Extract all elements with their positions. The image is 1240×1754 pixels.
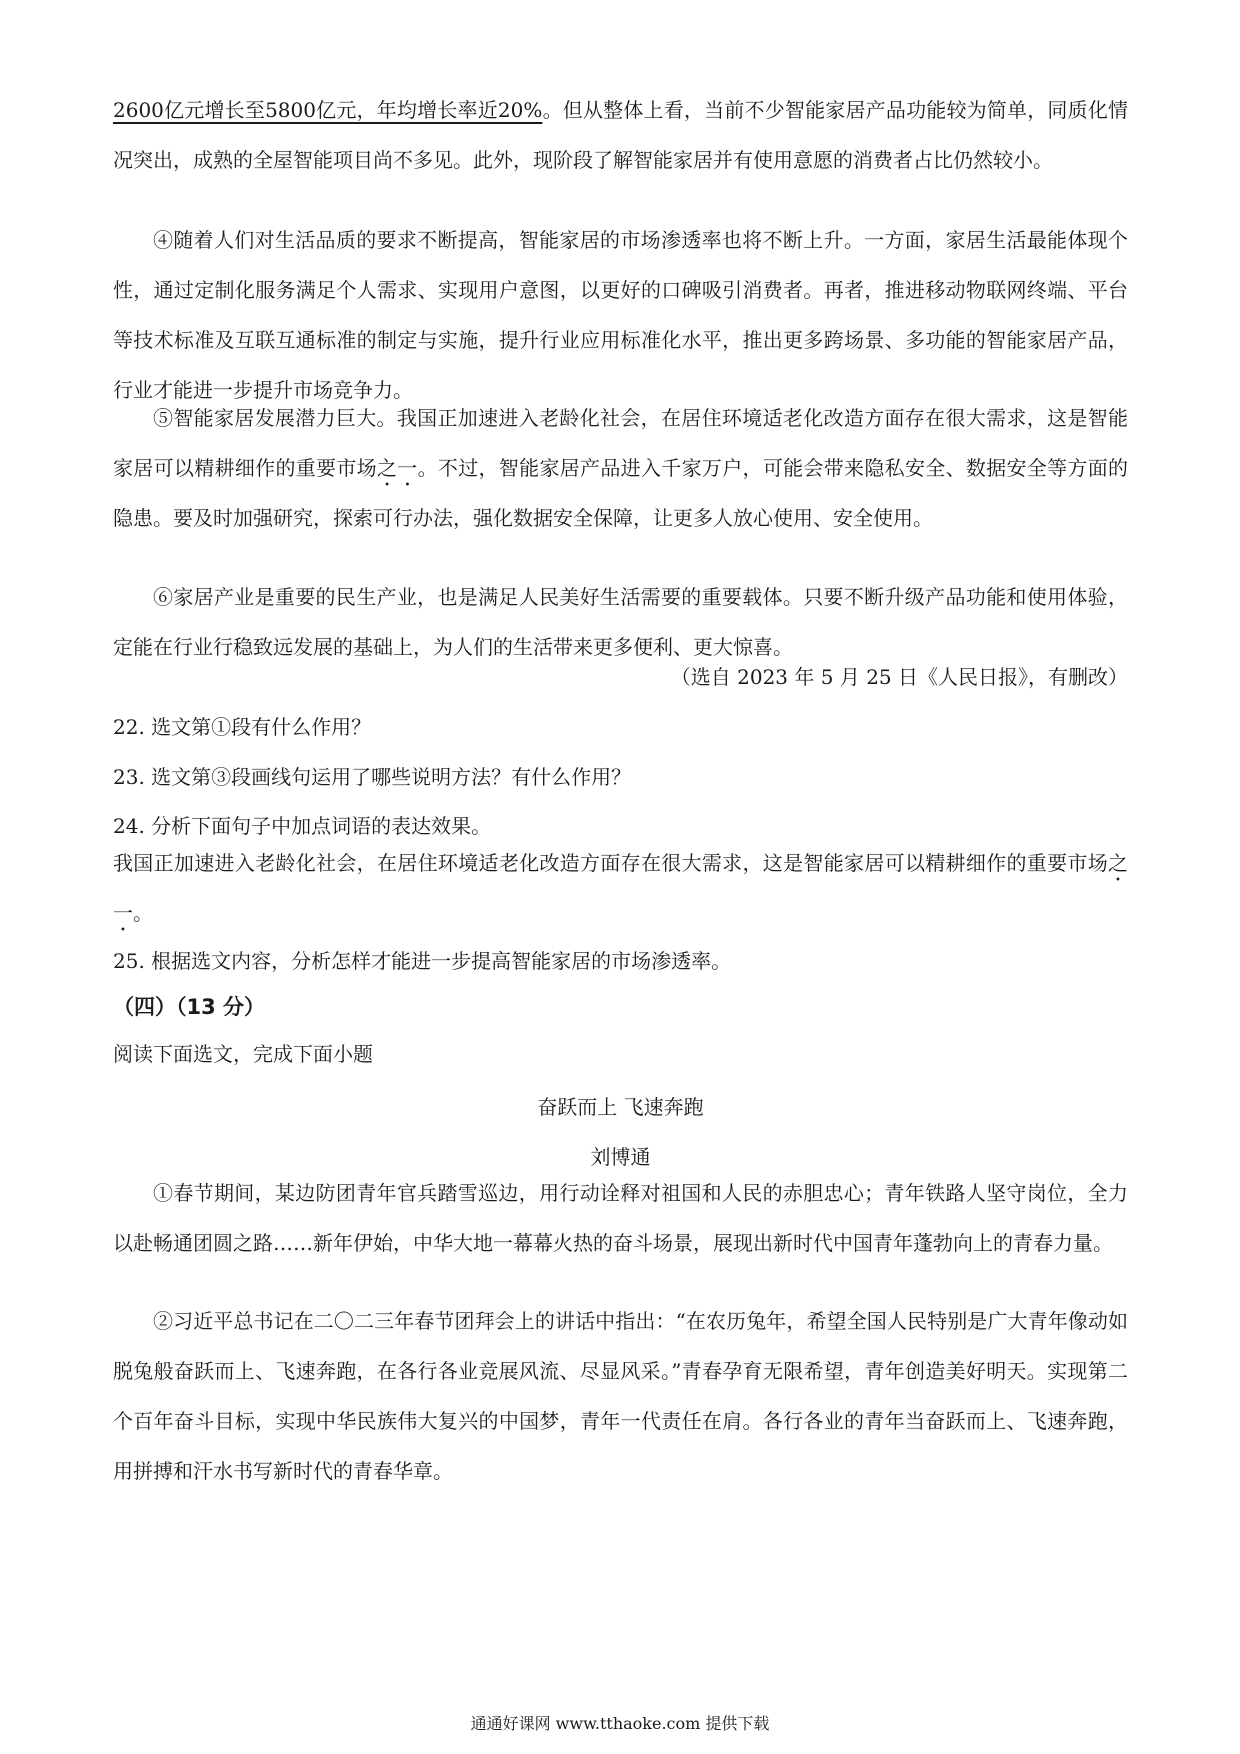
paragraph-5-after: 。不过，智能家居产品进入千家万户，可能会带来隐私安全、数据安全等方面的隐患。要及时加强研究，探索可行办法，强化数据安全保障，让更多人放心使用、安全使用。 xyxy=(113,456,1129,530)
paragraph-6: ⑥家居产业是重要的民生产业，也是满足人民美好生活需要的重要载体。只要不断升级产品功能和使用体验，定能在行业行稳致远发展的基础上，为人们的生活带来更多便利、更大惊喜。 xyxy=(113,585,1128,659)
paragraph-4: ④随着人们对生活品质的要求不断提高，智能家居的市场渗透率也将不断上升。一方面，家居生活最能体现个性，通过定制化服务满足个人需求、实现用户意图，以更好的口碑吸引消费者。再者，推进移动物联网终端、平台等技术标准及互联互通标准的制定与实施，提升行业应用标准化水平，推出更多跨场景、多功能的智能家居产品，行业才能进一步提升市场竞争力。 xyxy=(113,228,1128,402)
article-title: 奋跃而上 飞速奔跑 xyxy=(537,1095,704,1119)
article-paragraph-1: ①春节期间，某边防团青年官兵踏雪巡边，用行动诠释对祖国和人民的赤胆忠心；青年铁路人坚守岗位，全力以赴畅通团圆之路……新年伊始，中华大地一幕幕火热的奋斗场景，展现出新时代中国青年蓬勃向上的青春力量。 xyxy=(113,1181,1128,1255)
q24-sentence-before: 我国正加速进入老龄化社会，在居住环境适老化改造方面存在很大需求，这是智能家居可以精耕细作的重要市场 xyxy=(113,851,1108,875)
question-25: 25. 根据选文内容，分析怎样才能进一步提高智能家居的市场渗透率。 xyxy=(113,949,732,973)
q24-dotted-word: 之一 xyxy=(113,851,1128,925)
section-4-heading: （四）（13 分） xyxy=(113,995,266,1019)
question-24-sentence xyxy=(113,838,1128,938)
paragraph-5-before: ⑤智能家居发展潜力巨大。我国正加速进入老龄化社会，在居住环境适老化改造方面存在很大需求，这是智能家居可以精耕细作的重要市场 xyxy=(113,406,1128,480)
page-footer: 通通好课网 www.tthaoke.com 提供下载 xyxy=(470,1714,770,1733)
underlined-sentence: 2600亿元增长至5800亿元，年均增长率近20% xyxy=(113,98,543,122)
section-4-instruction: 阅读下面选文，完成下面小题 xyxy=(113,1042,373,1066)
question-24: 24. 分析下面句子中加点词语的表达效果。 xyxy=(113,814,492,838)
question-22: 22. 选文第①段有什么作用？ xyxy=(113,715,372,739)
paragraph-3-continued xyxy=(113,85,1128,185)
paragraph-3-rest: 。但从整体上看，当前不少智能家居产品功能较为简单，同质化情况突出，成熟的全屋智能项目尚不多见。此外，现阶段了解智能家居并有使用意愿的消费者占比仍然较小。 xyxy=(113,98,1129,172)
q24-sentence-after: 。 xyxy=(133,901,153,925)
article-author: 刘博通 xyxy=(590,1145,651,1169)
source-citation: （选自 2023 年 5 月 25 日《人民日报》，有删改） xyxy=(670,665,1128,689)
dotted-word: 之一 xyxy=(376,456,418,480)
article-paragraph-2: ②习近平总书记在二〇二三年春节团拜会上的讲话中指出：“在农历兔年，希望全国人民特别是广大青年像动如脱兔般奋跃而上、飞速奔跑，在各行各业竞展风流、尽显风采。”青春孕育无限希望，青年创造美好明天。实现第二个百年奋斗目标，实现中华民族伟大复兴的中国梦，青年一代责任在肩。各行各业的青年当奋跃而上、飞速奔跑，用拼搏和汗水书写新时代的青春华章。 xyxy=(113,1309,1128,1483)
paragraph-5 xyxy=(113,393,1128,543)
question-23: 23. 选文第③段画线句运用了哪些说明方法？有什么作用？ xyxy=(113,765,632,789)
